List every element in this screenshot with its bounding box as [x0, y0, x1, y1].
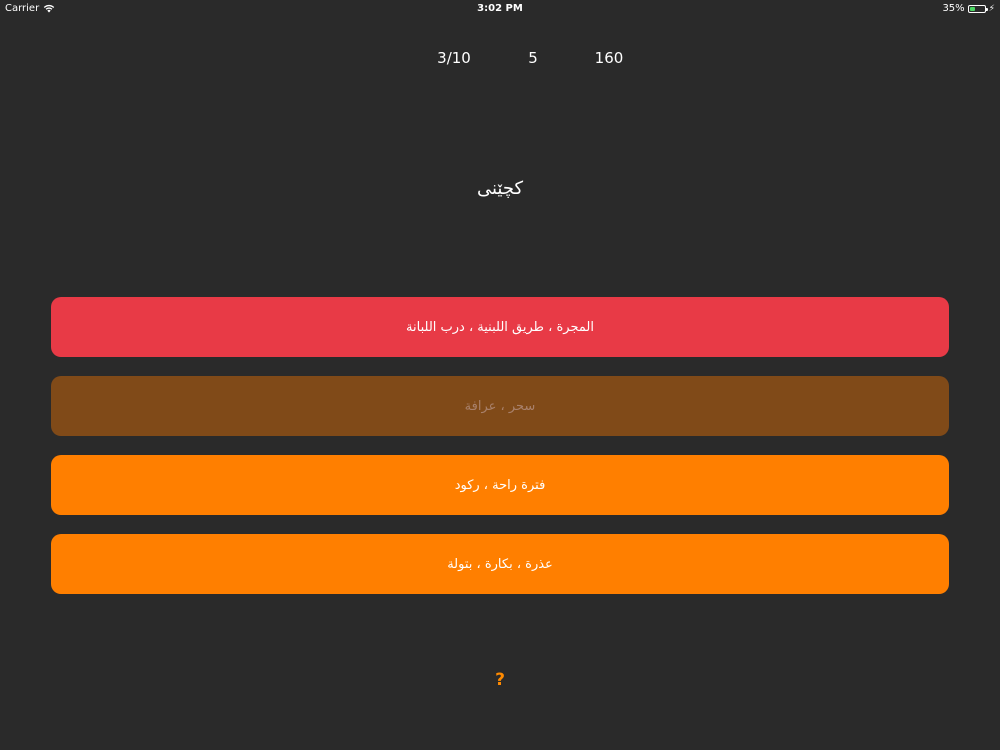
hint-button[interactable]: ? [495, 670, 505, 690]
battery-fill [970, 7, 975, 11]
status-bar [0, 0, 1000, 16]
question-word: کچێنی [476, 178, 524, 199]
question-progress: 3/10 [437, 49, 471, 67]
status-time: 3:02 PM [477, 3, 523, 14]
answer-button-1[interactable]: المجرة ، طريق اللبنية ، درب اللبانة [51, 297, 949, 357]
answer-button-2[interactable]: سحر ، عرافة [51, 376, 949, 436]
answer-button-3[interactable]: فترة راحة ، ركود [51, 455, 949, 515]
battery-icon [968, 5, 986, 13]
bolt-icon: ⚡ [988, 3, 995, 14]
answer-list [51, 297, 949, 613]
streak-count: 5 [528, 49, 538, 67]
battery-percent: 35% [942, 3, 965, 14]
stats-bar [0, 49, 1000, 69]
score-value: 160 [594, 49, 624, 67]
battery-group [942, 3, 995, 14]
answer-button-4[interactable]: عذرة ، بكارة ، بتولة [51, 534, 949, 594]
carrier-label: Carrier [5, 3, 40, 14]
